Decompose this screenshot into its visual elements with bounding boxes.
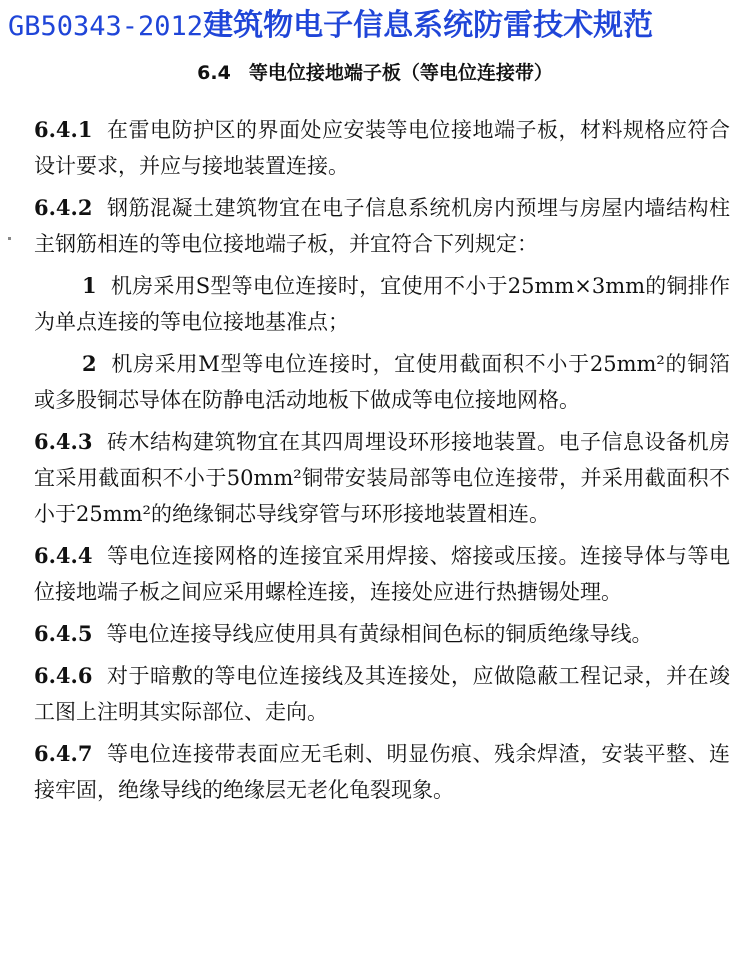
item-number: 1 bbox=[82, 273, 97, 298]
clause-text: 钢筋混凝土建筑物宜在电子信息系统机房内预埋与房屋内墙结构柱主钢筋相连的等电位接地端子板，并宜符合下列规定： bbox=[34, 196, 730, 256]
clause-text: 砖木结构建筑物宜在其四周埋设环形接地装置。电子信息设备机房宜采用截面积不小于50mm²铜带安装局部等电位连接带，并采用截面积不小于25mm²的绝缘铜芯导线穿管与环形接地装置相连。 bbox=[34, 430, 730, 526]
section-heading bbox=[0, 58, 750, 88]
clause-number: 6.4.4 bbox=[34, 543, 93, 568]
clause-6-4-1 bbox=[34, 112, 730, 184]
clause-6-4-6 bbox=[34, 658, 730, 730]
clause-number: 6.4.3 bbox=[34, 429, 93, 454]
clause-text: 对于暗敷的等电位连接线及其连接处，应做隐蔽工程记录，并在竣工图上注明其实际部位、走向。 bbox=[34, 664, 730, 724]
clause-text: 等电位连接导线应使用具有黄绿相间色标的铜质绝缘导线。 bbox=[106, 622, 653, 646]
section-number: 6.4 bbox=[197, 62, 231, 84]
item-number: 2 bbox=[82, 351, 97, 376]
clause-text: 等电位连接网格的连接宜采用焊接、熔接或压接。连接导体与等电位接地端子板之间应采用螺栓连接，连接处应进行热搪锡处理。 bbox=[34, 544, 730, 604]
document-banner bbox=[8, 4, 742, 48]
clause-number: 6.4.6 bbox=[34, 663, 93, 688]
item-text: 机房采用S型等电位连接时，宜使用不小于25mm×3mm的铜排作为单点连接的等电位接地基准点； bbox=[34, 274, 730, 334]
clause-list bbox=[34, 112, 730, 814]
clause-6-4-2 bbox=[34, 190, 730, 262]
clause-6-4-4 bbox=[34, 538, 730, 610]
clause-text: 等电位连接带表面应无毛刺、明显伤痕、残余焊渣，安装平整、连接牢固，绝缘导线的绝缘层无老化龟裂现象。 bbox=[34, 742, 730, 802]
clause-text: 在雷电防护区的界面处应安装等电位接地端子板，材料规格应符合设计要求，并应与接地装置连接。 bbox=[34, 118, 730, 178]
clause-6-4-2-item-1 bbox=[34, 268, 730, 340]
item-text: 机房采用M型等电位连接时，宜使用截面积不小于25mm²的铜箔或多股铜芯导体在防静电活动地板下做成等电位接地网格。 bbox=[34, 352, 730, 412]
clause-number: 6.4.1 bbox=[34, 117, 93, 142]
clause-6-4-2-item-2 bbox=[34, 346, 730, 418]
section-title-text: 等电位接地端子板（等电位连接带） bbox=[248, 62, 553, 84]
clause-number: 6.4.7 bbox=[34, 741, 93, 766]
margin-dot bbox=[8, 237, 11, 240]
standard-code: GB50343-2012 bbox=[8, 11, 204, 42]
clause-number: 6.4.2 bbox=[34, 195, 93, 220]
clause-6-4-5 bbox=[34, 616, 730, 652]
standard-title: 建筑物电子信息系统防雷技术规范 bbox=[203, 8, 654, 43]
clause-6-4-7 bbox=[34, 736, 730, 808]
clause-6-4-3 bbox=[34, 424, 730, 532]
clause-number: 6.4.5 bbox=[34, 621, 93, 646]
